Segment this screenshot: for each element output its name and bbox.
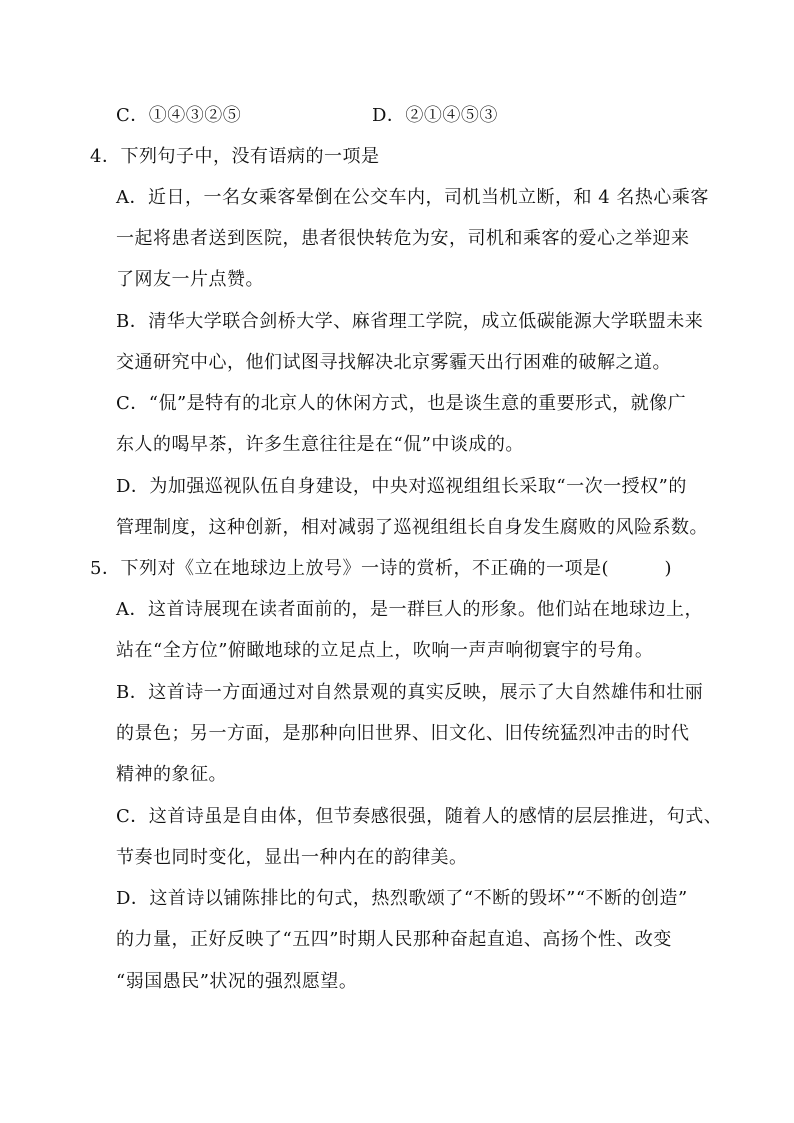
q5-stem: 5．下列对《立在地球边上放号》一诗的赏析，不正确的一项是( ) (90, 558, 672, 579)
q4-option-c-line1: C．“侃”是特有的北京人的休闲方式，也是谈生意的重要形式，就像广 (116, 393, 687, 414)
q4-option-c-line2: 东人的喝早茶，许多生意往往是在“侃”中谈成的。 (116, 434, 524, 455)
q5-option-d-line1: D．这首诗以铺陈排比的句式，热烈歌颂了“不断的毁坏”“不断的创造” (116, 888, 688, 909)
q5-option-a-line1: A．这首诗展现在读者面前的，是一群巨人的形象。他们站在地球边上， (116, 599, 703, 620)
q3-option-d: D．②①④⑤③ (372, 105, 498, 126)
q5-option-a-line2: 站在“全方位”俯瞰地球的立足点上，吹响一声声响彻寰宇的号角。 (116, 640, 654, 661)
q5-option-c-line2: 节奏也同时变化，显出一种内在的韵律美。 (116, 847, 468, 868)
q4-option-d-line2: 管理制度，这种创新，相对减弱了巡视组组长自身发生腐败的风险系数。 (116, 517, 708, 538)
q5-option-b-line2: 的景色；另一方面，是那种向旧世界、旧文化、旧传统猛烈冲击的时代 (116, 723, 690, 744)
q4-option-a-line3: 了网友一片点赞。 (116, 269, 264, 290)
q4-option-d-line1: D．为加强巡视队伍自身建设，中央对巡视组组长采取“一次一授权”的 (116, 476, 687, 497)
q5-option-c-line1: C．这首诗虽是自由体，但节奏感很强，随着人的感情的层层推进，句式、 (116, 806, 723, 827)
q3-options-row (116, 104, 536, 128)
q5-option-d-line3: “弱国愚民”状况的强烈愿望。 (116, 971, 358, 992)
q5-option-b-line1: B．这首诗一方面通过对自然景观的真实反映，展示了大自然雄伟和壮丽 (116, 682, 704, 703)
q5-option-d-line2: 的力量，正好反映了“五四”时期人民那种奋起直追、高扬个性、改变 (116, 929, 672, 950)
q4-option-a-line1: A．近日，一名女乘客晕倒在公交车内，司机当机立断，和 4 名热心乘客 (116, 187, 709, 208)
q4-option-b-line2: 交通研究中心，他们试图寻找解决北京雾霾天出行困难的破解之道。 (116, 352, 671, 373)
q5-option-b-line3: 精神的象征。 (116, 764, 227, 785)
q4-option-a-line2: 一起将患者送到医院，患者很快转危为安，司机和乘客的爱心之举迎来 (116, 228, 690, 249)
q3-option-c: C．①④③②⑤ (116, 105, 242, 126)
q4-stem: 4．下列句子中，没有语病的一项是 (90, 146, 380, 167)
q4-option-b-line1: B．清华大学联合剑桥大学、麻省理工学院，成立低碳能源大学联盟未来 (116, 311, 704, 332)
